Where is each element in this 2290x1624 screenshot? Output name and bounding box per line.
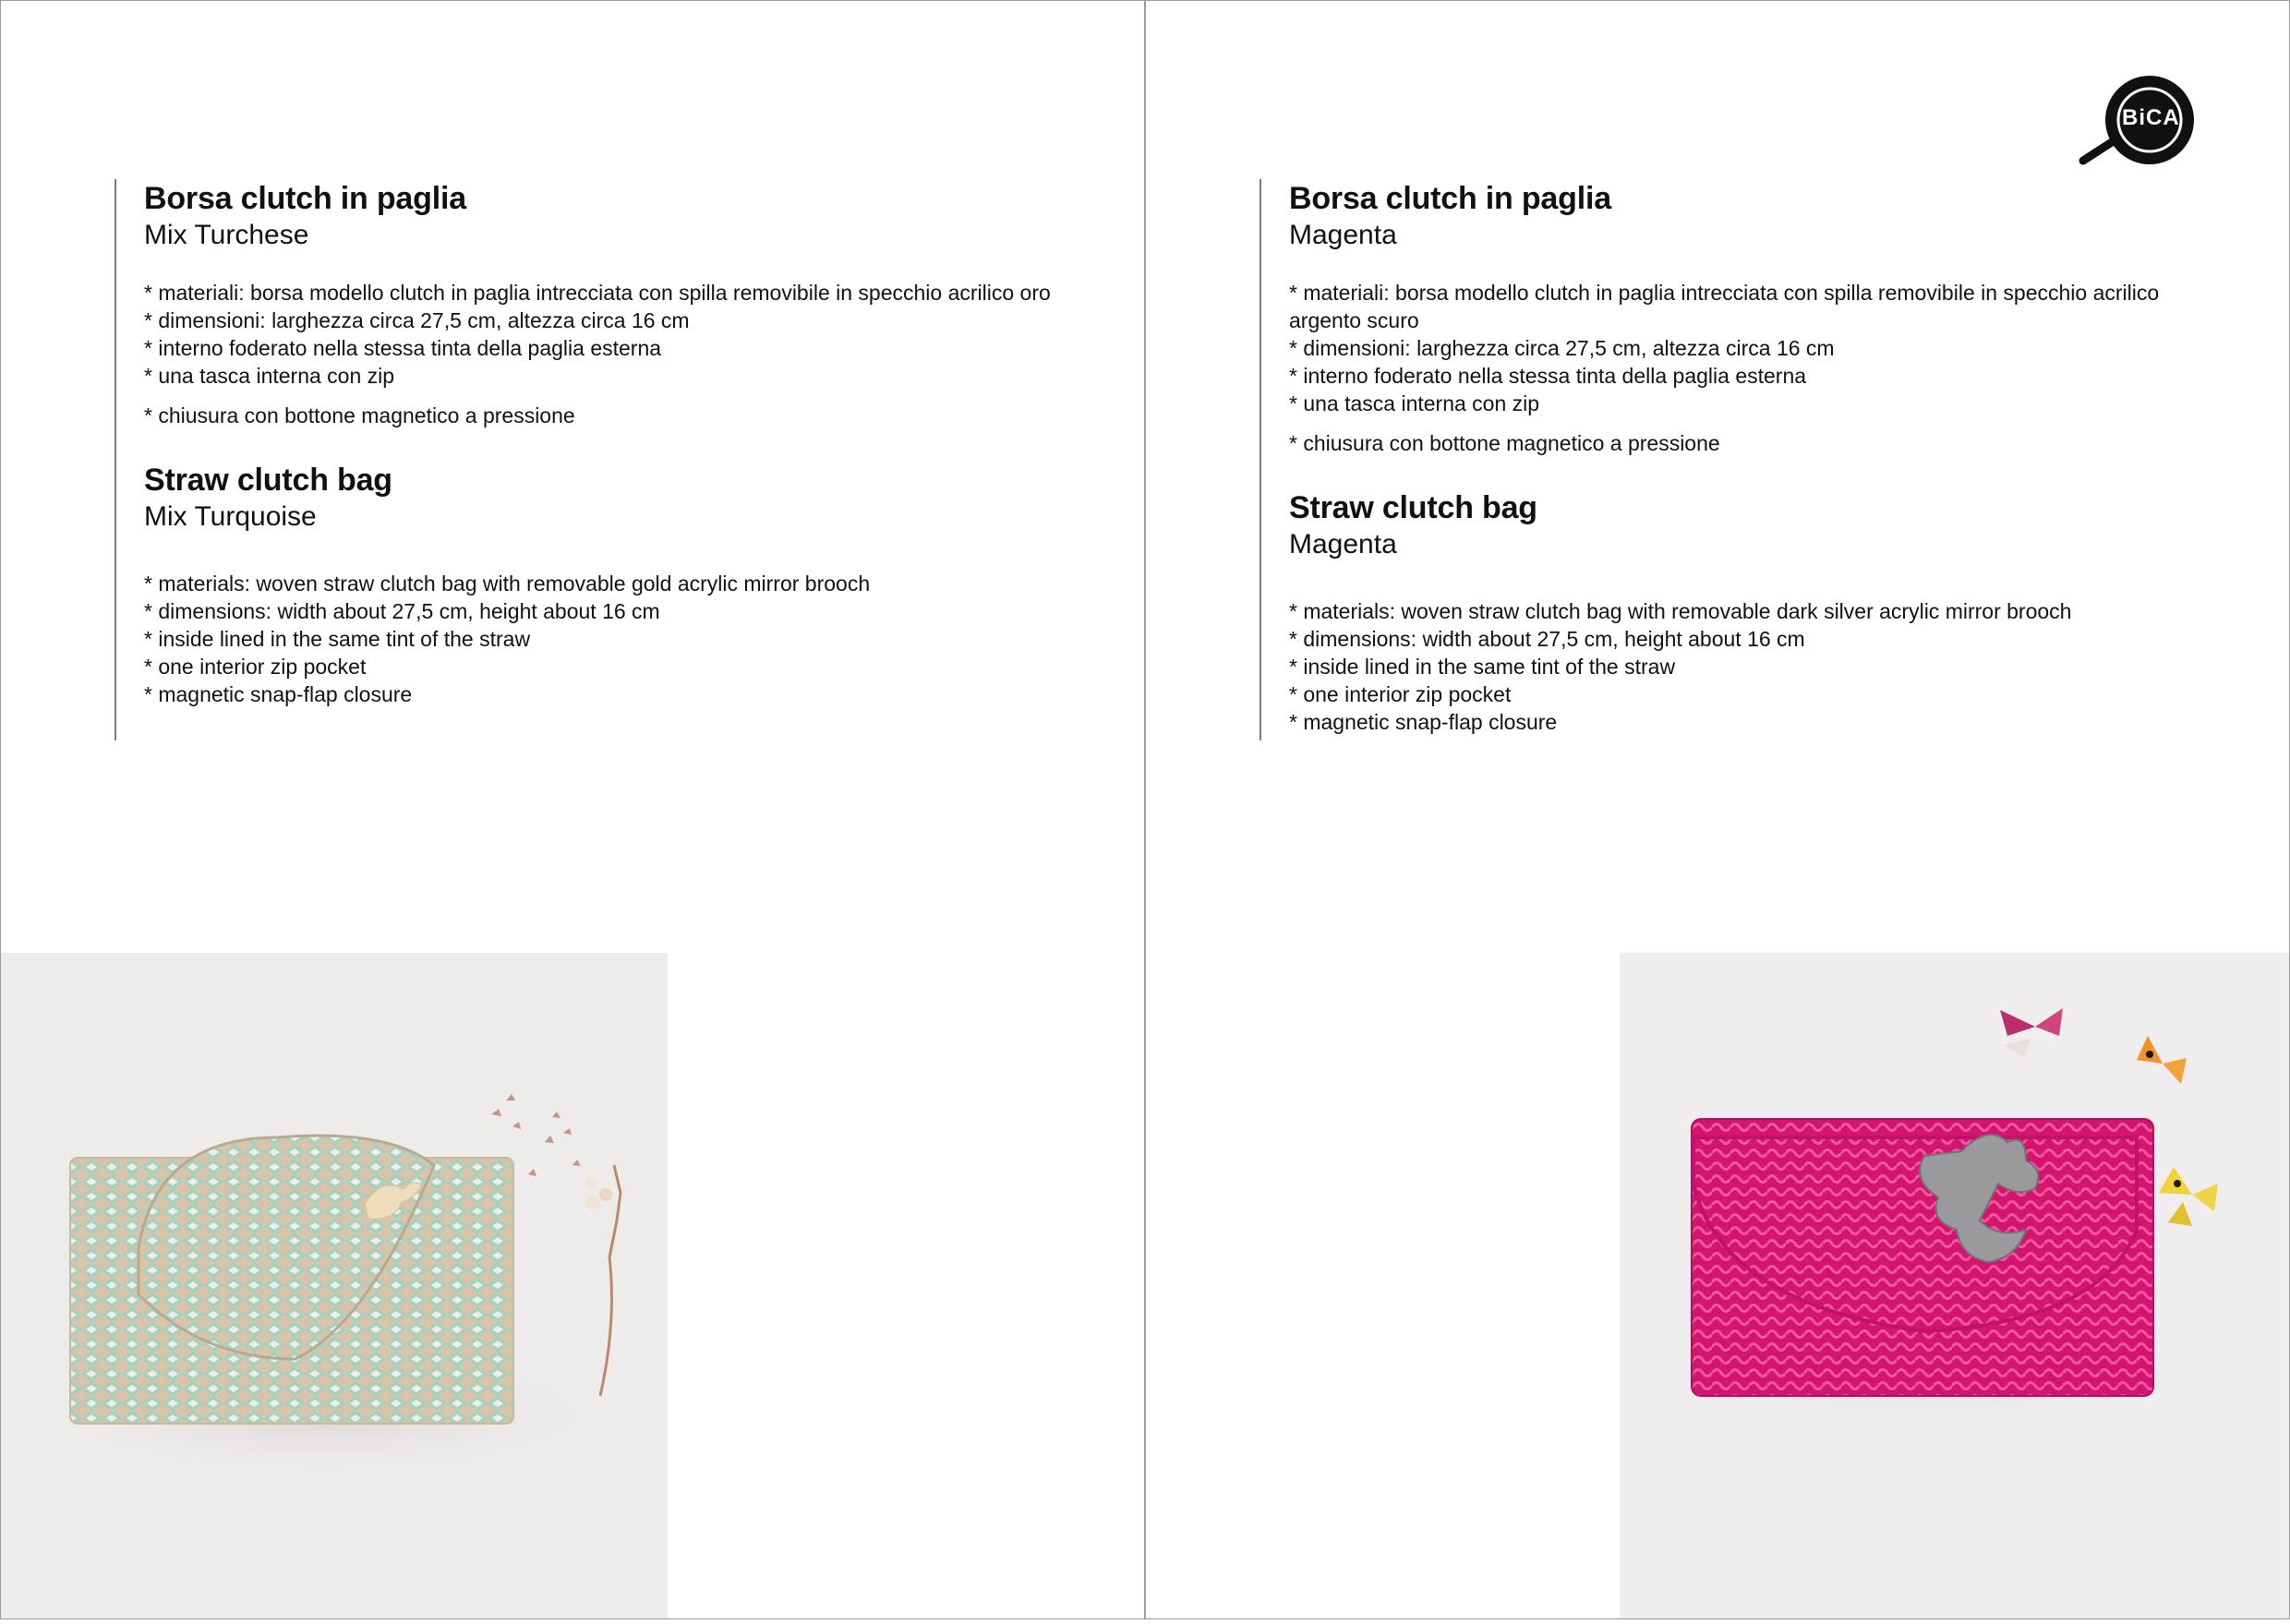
feature-item: * una tasca interna con zip bbox=[1289, 391, 1540, 415]
product-title-it: Borsa clutch in paglia bbox=[144, 181, 466, 216]
product-color-en: Magenta bbox=[1289, 529, 1397, 559]
feature-item: * inside lined in the same tint of the straw bbox=[144, 627, 531, 651]
right-page bbox=[1145, 0, 2290, 1619]
product-description-left bbox=[114, 179, 1067, 740]
features-list-en bbox=[144, 570, 1067, 708]
feature-item: * materials: woven straw clutch bag with removable gold acrylic mirror brooch bbox=[144, 571, 871, 595]
feature-item: * materiali: borsa modello clutch in paglia intrecciata con spilla removibile in specchio acrilico oro bbox=[144, 281, 1051, 305]
butterfly-icon bbox=[2000, 1008, 2063, 1058]
feature-item: * inside lined in the same tint of the straw bbox=[1289, 655, 1676, 679]
feature-item: * materiali: borsa modello clutch in paglia intrecciata con spilla removibile in specchio acrilico argento scuro bbox=[1289, 281, 2160, 332]
features-list-en bbox=[1289, 597, 2212, 736]
feature-item: * interno foderato nella stessa tinta della paglia esterna bbox=[144, 336, 662, 360]
feature-item: * magnetic snap-flap closure bbox=[144, 682, 413, 706]
left-page bbox=[0, 0, 1145, 1619]
product-title-en: Straw clutch bag bbox=[144, 463, 392, 498]
feature-item: * magnetic snap-flap closure bbox=[1289, 710, 1558, 734]
product-title-it: Borsa clutch in paglia bbox=[1289, 181, 1611, 216]
butterfly-icon bbox=[2137, 1036, 2187, 1084]
turquoise-clutch-illustration bbox=[0, 953, 668, 1619]
butterfly-icon bbox=[2159, 1167, 2218, 1226]
feature-item: * chiusura con bottone magnetico a pressione bbox=[1289, 431, 1720, 455]
product-description-right bbox=[1260, 179, 2212, 740]
feature-item: * one interior zip pocket bbox=[1289, 682, 1512, 706]
feature-item: * dimensions: width about 27,5 cm, height about 16 cm bbox=[144, 599, 660, 623]
page-spine-divider bbox=[1144, 0, 1146, 1619]
feature-item: * dimensioni: larghezza circa 27,5 cm, altezza circa 16 cm bbox=[144, 308, 690, 332]
logo-text: BiCA bbox=[2122, 105, 2180, 130]
feature-item: * una tasca interna con zip bbox=[144, 364, 395, 388]
product-photo-turquoise bbox=[0, 953, 668, 1619]
features-list-it bbox=[144, 279, 1067, 429]
feature-item: * materials: woven straw clutch bag with removable dark silver acrylic mirror brooch bbox=[1289, 599, 2072, 623]
bica-logo bbox=[2078, 76, 2198, 168]
product-color-en: Mix Turquoise bbox=[144, 501, 317, 532]
features-list-it bbox=[1289, 279, 2212, 457]
feature-item: * dimensions: width about 27,5 cm, height about 16 cm bbox=[1289, 627, 1805, 651]
feature-item: * one interior zip pocket bbox=[144, 655, 367, 679]
product-photo-magenta bbox=[1620, 953, 2290, 1619]
product-color-it: Mix Turchese bbox=[144, 220, 309, 250]
feature-item: * dimensioni: larghezza circa 27,5 cm, altezza circa 16 cm bbox=[1289, 336, 1835, 360]
product-title-en: Straw clutch bag bbox=[1289, 490, 1537, 525]
feature-item: * interno foderato nella stessa tinta della paglia esterna bbox=[1289, 364, 1807, 388]
product-color-it: Magenta bbox=[1289, 220, 1397, 250]
magenta-clutch-illustration bbox=[1620, 953, 2290, 1619]
feature-item: * chiusura con bottone magnetico a pressione bbox=[144, 403, 575, 427]
